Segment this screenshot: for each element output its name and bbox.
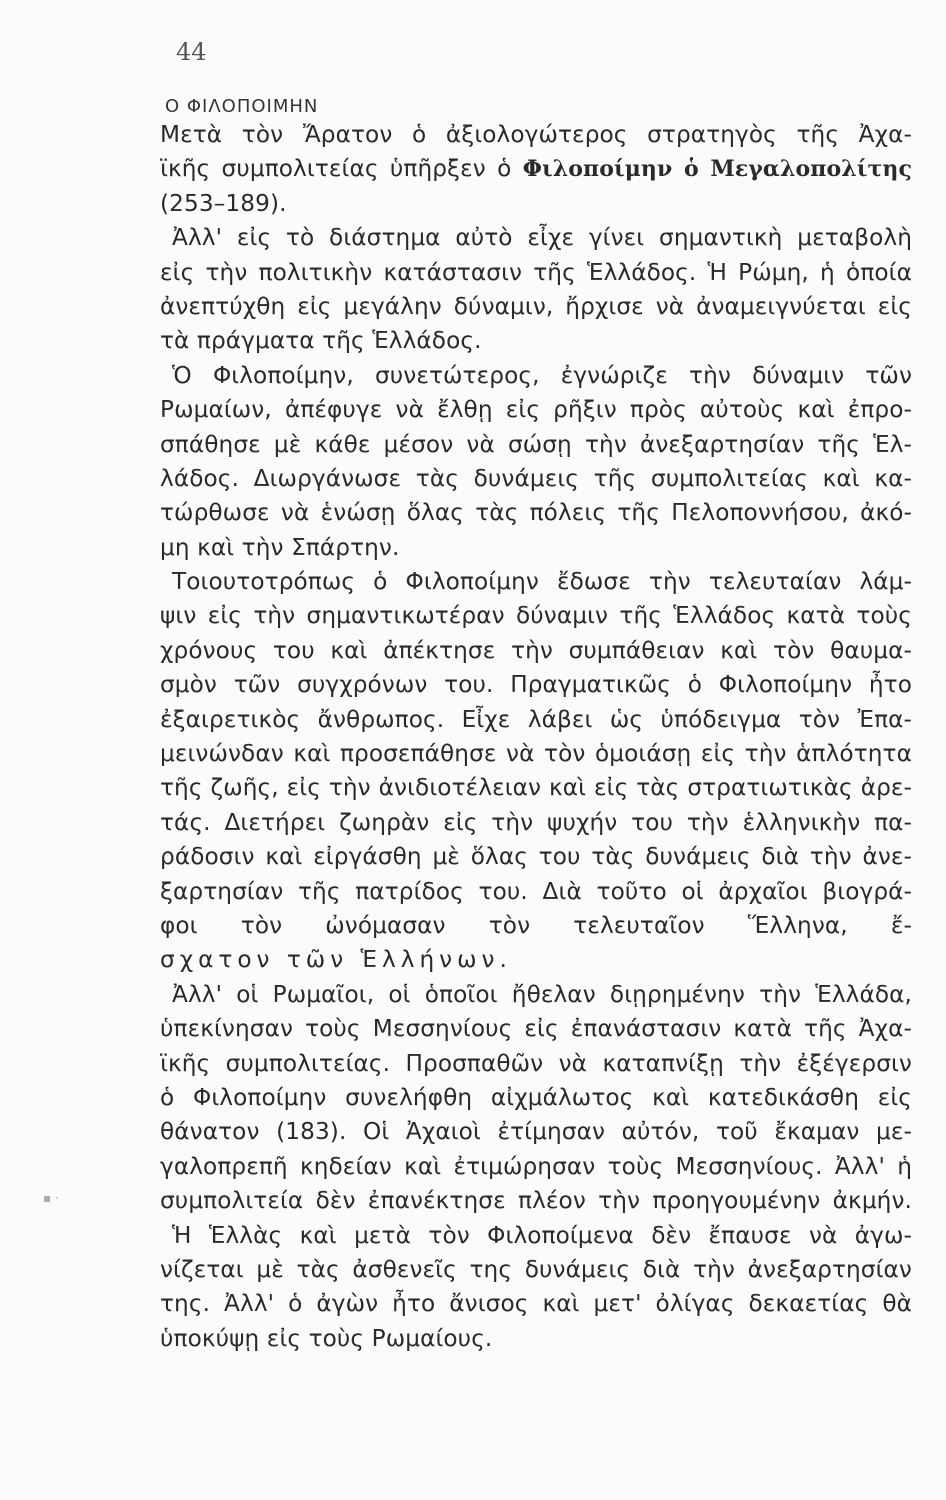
line-text: ὑποκύψῃ εἰς τοὺς Ρωμαίους. xyxy=(160,1324,493,1352)
text-line xyxy=(160,1115,912,1149)
text-line xyxy=(160,565,912,599)
text-line xyxy=(160,875,912,909)
line-text: Τοιουτοτρόπως ὁ Φιλοποίμην ἔδωσε τὴν τελευταίαν λάμ- xyxy=(172,568,912,596)
line-text: τὰ πράγματα τῆς Ἑλλάδος. xyxy=(160,327,482,355)
line-text: σπάθησε μὲ κάθε μέσον νὰ σώσῃ τὴν ἀνεξαρτησίαν τῆς Ἑλ- xyxy=(160,430,912,458)
line-text: τῆς ζωῆς, εἰς τὴν ἀνιδιοτέλειαν καὶ εἰς τὰς στρατιωτικὰς ἀρε- xyxy=(160,774,912,802)
text-line xyxy=(160,1047,912,1081)
line-text: Ὁ Φιλοποίμην, συνετώτερος, ἐγνώριζε τὴν δύναμιν τῶν xyxy=(172,361,912,389)
line-text: ϊκῆς συμπολιτείας ὑπῆρξεν ὁ xyxy=(160,155,523,183)
text-line xyxy=(160,668,912,702)
line-text: σχατον τῶν Ἑλλήνων. xyxy=(160,946,512,974)
text-line xyxy=(160,978,912,1012)
text-line xyxy=(160,1287,912,1321)
line-text: θάνατον (183). Οἱ Ἀχαιοὶ ἐτίμησαν αὐτόν, τοῦ ἔκαμαν με- xyxy=(160,1118,912,1146)
line-text: μεινώνδαν καὶ προσεπάθησε νὰ τὸν ὁμοιάσῃ εἰς τὴν ἁπλότητα xyxy=(160,740,912,768)
line-text: ἐξαιρετικὸς ἄνθρωπος. Εἶχε λάβει ὡς ὑπόδειγμα τὸν Ἐπα- xyxy=(160,705,912,733)
line-text: ξαρτησίαν τῆς πατρίδος του. Διὰ τοῦτο οἱ ἀρχαῖοι βιογρά- xyxy=(160,877,912,905)
text-line xyxy=(160,496,912,530)
text-line xyxy=(160,290,912,324)
text-line xyxy=(160,1150,912,1184)
line-text: της. Ἀλλ' ὁ ἀγὼν ἦτο ἄνισος καὶ μετ' ὀλίγας δεκαετίας θὰ xyxy=(160,1290,912,1318)
text-line xyxy=(160,1322,912,1356)
body-text xyxy=(160,118,912,1356)
text-line xyxy=(160,221,912,255)
line-text: ϊκῆς συμπολιτείας. Προσπαθῶν νὰ καταπνίξῃ τὴν ἐξέγερσιν xyxy=(160,1049,912,1077)
text-line xyxy=(160,737,912,771)
text-line xyxy=(160,1184,912,1218)
line-text: εἰς τὴν πολιτικὴν κατάστασιν τῆς Ἑλλάδος. Ἡ Ρώμη, ἡ ὁποία xyxy=(160,258,912,286)
text-line xyxy=(160,1253,912,1287)
text-line xyxy=(160,462,912,496)
text-line xyxy=(160,324,912,358)
text-line xyxy=(160,1081,912,1115)
line-text: τώρθωσε νὰ ἑνώσῃ ὅλας τὰς πόλεις τῆς Πελοποννήσου, ἀκό- xyxy=(160,499,912,527)
line-text: (253–189). xyxy=(160,189,287,217)
text-line xyxy=(160,359,912,393)
text-line xyxy=(160,1012,912,1046)
text-line xyxy=(160,393,912,427)
line-text: Ἀλλ' οἱ Ρωμαῖοι, οἱ ὁποῖοι ἤθελαν διῃρημένην τὴν Ἑλλάδα, xyxy=(172,980,912,1008)
section-title: Ο ΦΙΛΟΠΟΙΜΗΝ xyxy=(165,96,319,117)
line-text: ράδοσιν καὶ εἰργάσθη μὲ ὅλας του τὰς δυνάμεις διὰ τὴν ἀνε- xyxy=(160,843,912,871)
line-text: ψιν εἰς τὴν σημαντικωτέραν δύναμιν τῆς Ἑλλάδος κατὰ τοὺς xyxy=(160,602,912,630)
line-text: ὁ Φιλοποίμην συνελήφθη αἰχμάλωτος καὶ κατεδικάσθη εἰς xyxy=(160,1083,912,1111)
text-line xyxy=(160,909,912,943)
line-text: λάδος. Διωργάνωσε τὰς δυνάμεις τῆς συμπολιτείας καὶ κα- xyxy=(160,464,912,492)
bold-name: Φιλοποίμην ὁ Μεγαλοπολίτης xyxy=(522,156,912,183)
line-text: Ἡ Ἑλλὰς καὶ μετὰ τὸν Φιλοποίμενα δὲν ἔπαυσε νὰ ἀγω- xyxy=(172,1221,912,1249)
text-line xyxy=(160,531,912,565)
text-line xyxy=(160,634,912,668)
text-line xyxy=(160,118,912,152)
line-text: συμπολιτεία δὲν ἐπανέκτησε πλέον τὴν προηγουμένην ἀκμήν. xyxy=(160,1187,912,1215)
page-number: 44 xyxy=(176,38,207,66)
line-text: φοι τὸν ὠνόμασαν τὸν τελευταῖον Ἕλληνα, ἔ- xyxy=(160,911,912,939)
text-line xyxy=(160,599,912,633)
line-text: μη καὶ τὴν Σπάρτην. xyxy=(160,533,400,561)
text-line xyxy=(160,152,912,186)
line-text: ὑπεκίνησαν τοὺς Μεσσηνίους εἰς ἐπανάστασιν κατὰ τῆς Ἀχα- xyxy=(160,1015,912,1043)
text-line xyxy=(160,256,912,290)
line-text: Ἀλλ' εἰς τὸ διάστημα αὐτὸ εἶχε γίνει σημαντικὴ μεταβολὴ xyxy=(172,224,912,252)
text-line xyxy=(160,703,912,737)
line-text: χρόνους του καὶ ἀπέκτησε τὴν συμπάθειαν καὶ τὸν θαυμα- xyxy=(160,636,912,664)
line-text: Μετὰ τὸν Ἄρατον ὁ ἀξιολογώτερος στρατηγὸς τῆς Ἀχα- xyxy=(160,121,912,148)
text-line xyxy=(160,771,912,805)
line-text: γαλοπρεπῆ κηδείαν καὶ ἐτιμώρησαν τοὺς Μεσσηνίους. Ἀλλ' ἡ xyxy=(160,1152,912,1180)
text-line xyxy=(160,840,912,874)
scan-speck: ▪ · xyxy=(43,1191,59,1205)
line-text: ἀνεπτύχθη εἰς μεγάλην δύναμιν, ἤρχισε νὰ ἀναμειγνύεται εἰς xyxy=(160,292,912,320)
text-line xyxy=(160,187,912,221)
line-text: σμὸν τῶν συγχρόνων του. Πραγματικῶς ὁ Φιλοποίμην ἦτο xyxy=(160,671,912,699)
line-text: τάς. Διετήρει ζωηρὰν εἰς τὴν ψυχήν του τὴν ἑλληνικὴν πα- xyxy=(160,808,912,836)
text-line xyxy=(160,943,912,977)
text-line xyxy=(160,1219,912,1253)
line-text: Ρωμαίων, ἀπέφυγε νὰ ἔλθῃ εἰς ρῆξιν πρὸς αὐτοὺς καὶ ἐπρο- xyxy=(160,396,912,424)
text-line xyxy=(160,806,912,840)
text-line xyxy=(160,428,912,462)
line-text: νίζεται μὲ τὰς ἀσθενεῖς της δυνάμεις διὰ τὴν ἀνεξαρτησίαν xyxy=(160,1255,912,1283)
